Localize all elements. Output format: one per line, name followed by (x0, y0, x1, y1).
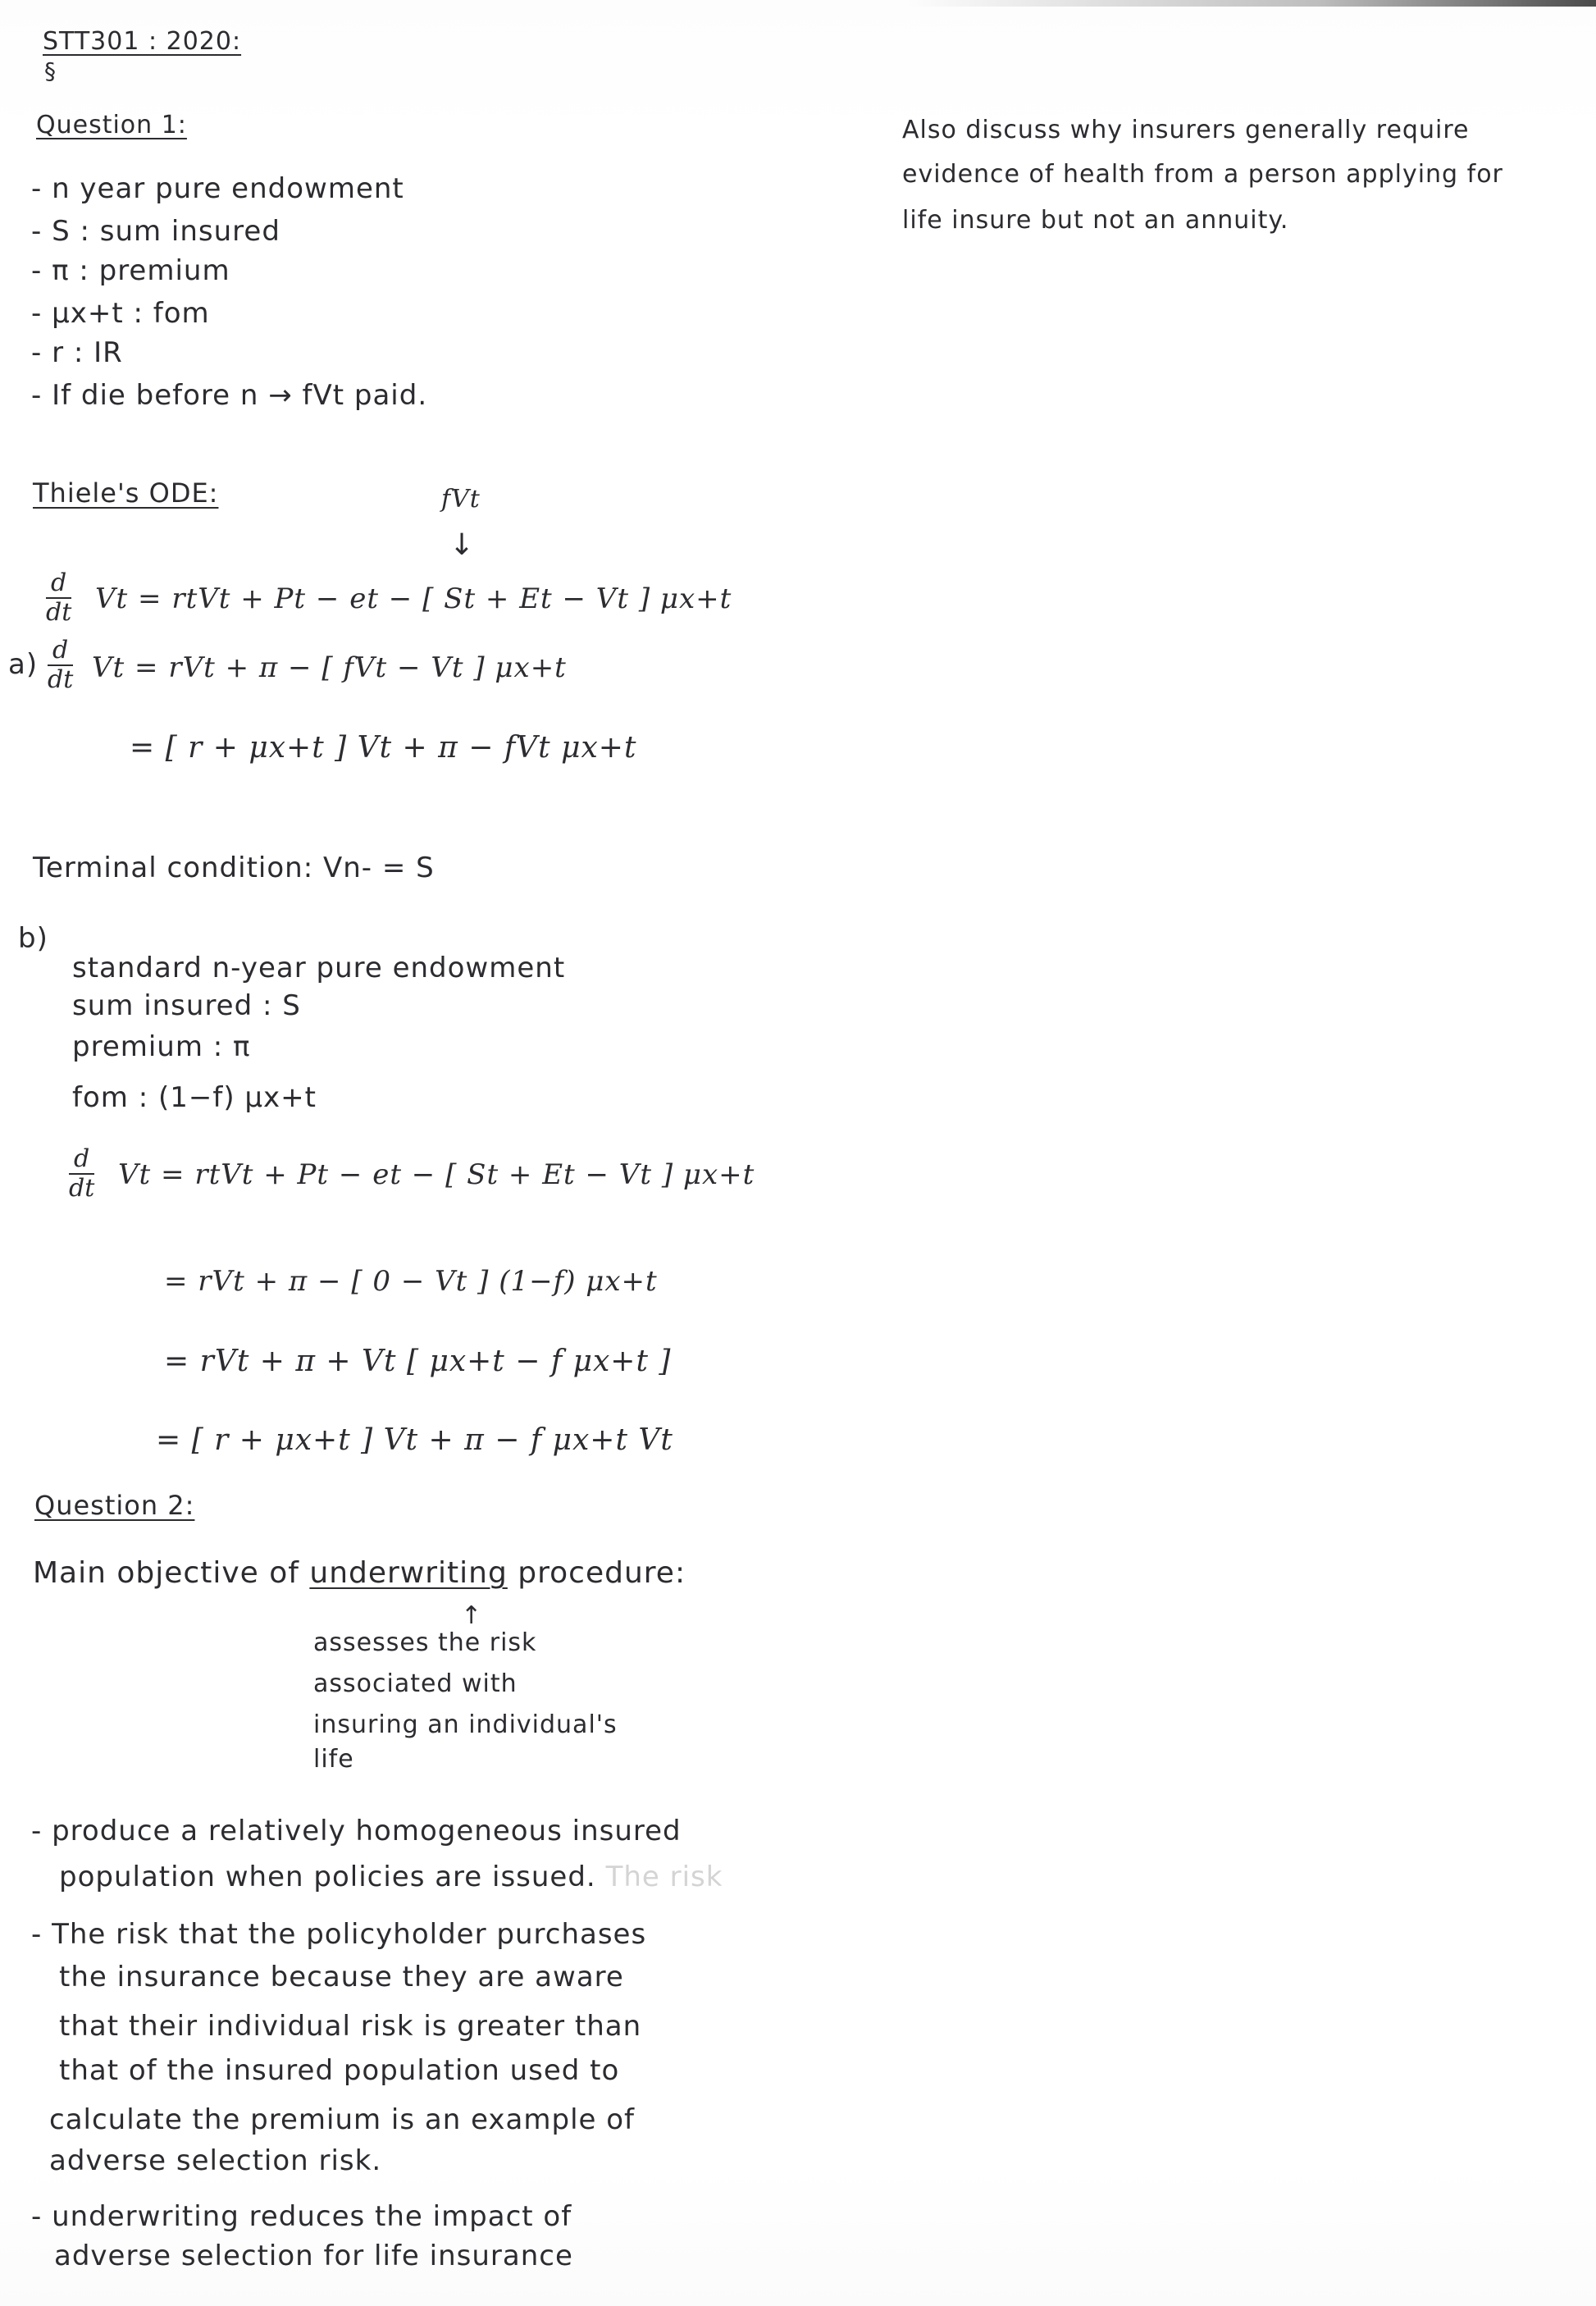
thiele-general-equation: Vt = rtVt + Pt − et − [ St + Et − Vt ] μx+t (95, 582, 732, 615)
side-note-line-2: evidence of health from a person applying for (902, 160, 1503, 189)
down-arrow-icon: ↓ (449, 528, 475, 562)
q2-bullet-2-line-4: that of the insured population used to (59, 2054, 620, 2087)
part-b-line-3: premium : π (72, 1030, 251, 1063)
q1-bullet-4: - μx+t : fom (31, 297, 210, 330)
q2-bullet-1-line-1: - produce a relatively homogeneous insured (31, 1815, 682, 1847)
underwriting-def-line-3: insuring an individual's (313, 1710, 618, 1739)
q2-bullet-2-line-5: calculate the premium is an example of (49, 2103, 636, 2136)
part-b-equation-3: = rVt + π + Vt [ μx+t − f μx+t ] (164, 1345, 672, 1378)
part-b-equation-1: Vt = rtVt + Pt − et − [ St + Et − Vt ] μx+t (118, 1158, 755, 1191)
q2-bullet-1-line-2: population when policies are issued. The risk (59, 1861, 723, 1893)
q2-bullet-2-line-2: the insurance because they are aware (59, 1961, 624, 1993)
part-b-line-2: sum insured : S (72, 989, 301, 1022)
course-header: STT301 : 2020: (43, 27, 242, 56)
side-note-line-1: Also discuss why insurers generally require (902, 116, 1470, 144)
q2-bullet-3-line-2: adverse selection for life insurance (54, 2240, 573, 2272)
page-edge-shadow (907, 0, 1596, 7)
q1-bullet-2: - S : sum insured (31, 215, 280, 248)
question-1-heading: Question 1: (36, 111, 187, 139)
header-mark-icon: § (44, 57, 56, 84)
underwriting-term: underwriting (309, 1556, 508, 1590)
underwriting-def-line-1: assesses the risk (313, 1628, 537, 1657)
q1-bullet-1: - n year pure endowment (31, 172, 404, 205)
underwriting-def-line-2: associated with (313, 1669, 518, 1698)
part-b-line-4: fom : (1−f) μx+t (72, 1081, 317, 1114)
q2-bullet-3-line-1: - underwriting reduces the impact of (31, 2200, 572, 2233)
q2-objective-line: Main objective of underwriting procedure: (33, 1556, 686, 1590)
question-2-heading: Question 2: (34, 1490, 195, 1521)
part-b-line-1: standard n-year pure endowment (72, 952, 566, 984)
q2-bullet-2-line-3: that their individual risk is greater than (59, 2010, 642, 2043)
side-note-line-3: life insure but not an annuity. (902, 206, 1289, 235)
q2-bullet-2-line-6: adverse selection risk. (49, 2144, 382, 2177)
part-a-equation-2: = [ r + μx+t ] Vt + π − fVt μx+t (130, 731, 637, 765)
derivative-operator: $\frac{d}{dt}$ (69, 1144, 95, 1203)
part-a-equation-1: Vt = rVt + π − [ fVt − Vt ] μx+t (92, 651, 567, 684)
faded-text: The risk (605, 1861, 723, 1893)
part-b-label: b) (18, 922, 48, 955)
q1-bullet-6: - If die before n → fVt paid. (31, 379, 428, 412)
q1-bullet-3: - π : premium (31, 254, 230, 287)
fvt-annotation: fVt (441, 485, 481, 514)
q2-bullet-2-line-1: - The risk that the policyholder purchases (31, 1918, 647, 1951)
thieles-ode-heading: Thiele's ODE: (33, 477, 219, 509)
derivative-operator: $\frac{d}{dt}$ (48, 636, 74, 694)
part-a-label: a) (8, 648, 39, 681)
terminal-condition: Terminal condition: Vn- = S (33, 852, 435, 884)
underwriting-def-line-4: life (313, 1745, 354, 1774)
part-b-equation-2: = rVt + π − [ 0 − Vt ] (1−f) μx+t (164, 1265, 658, 1298)
part-b-equation-4: = [ r + μx+t ] Vt + π − f μx+t Vt (156, 1423, 673, 1457)
derivative-operator: $\frac{d}{dt}$ (46, 569, 72, 627)
q1-bullet-5: - r : IR (31, 336, 123, 369)
up-arrow-icon: ↑ (461, 1601, 482, 1630)
